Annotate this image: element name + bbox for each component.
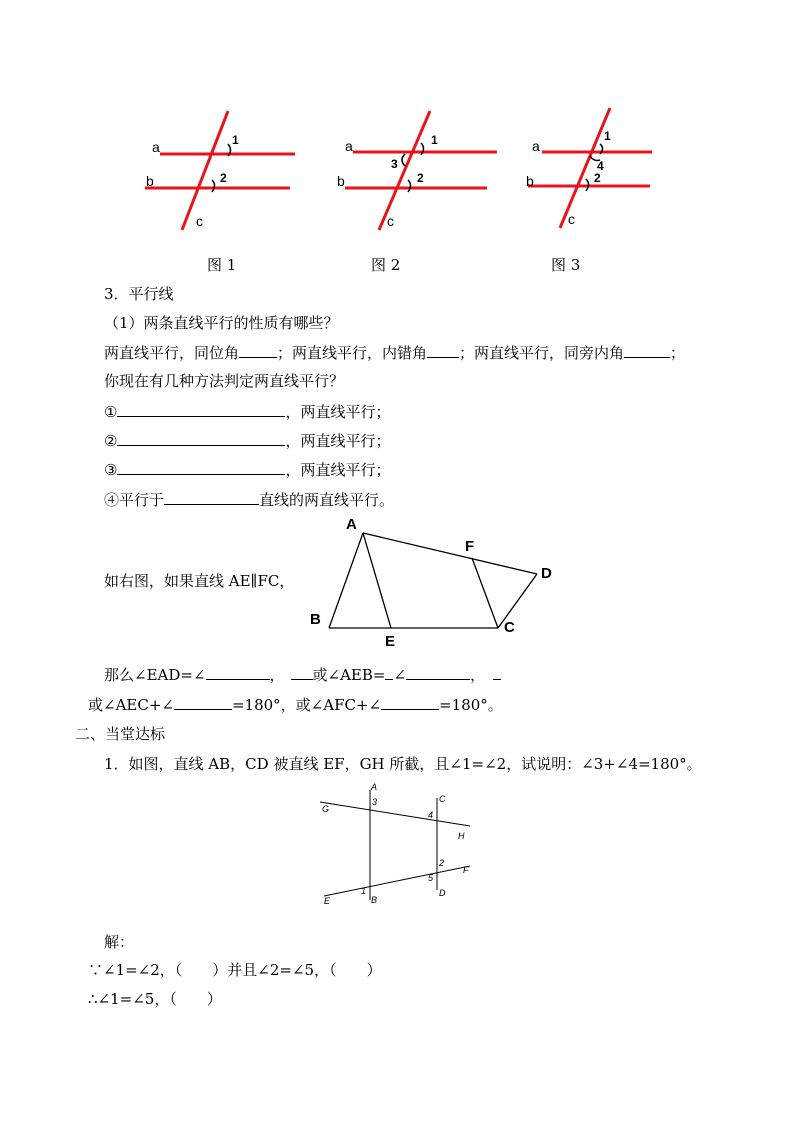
prop-end: ； <box>670 344 686 362</box>
prop-text-1: 两直线平行，同位角 <box>104 344 240 362</box>
blank-EAD[interactable] <box>206 664 270 680</box>
method-marker: ② <box>104 432 118 450</box>
method-4 <box>104 489 394 510</box>
label-B: B <box>371 895 378 905</box>
method-suffix: ，两直线平行； <box>285 403 391 421</box>
label-1: 1 <box>361 886 367 896</box>
properties-line <box>104 342 685 363</box>
label-F: F <box>465 538 475 555</box>
label-a: a <box>152 139 160 155</box>
caption-fig-2: 图 2 <box>371 256 401 274</box>
label-2: 2 <box>417 171 424 185</box>
label-3: 3 <box>372 797 378 807</box>
fill2-a: 或∠AEC+∠ <box>88 696 174 714</box>
label-c: c <box>196 213 203 229</box>
prop-text-3: ；两直线平行，同旁内角 <box>459 344 625 362</box>
blank-AEB[interactable] <box>406 664 470 680</box>
section-3-heading: 3．平行线 <box>104 285 174 303</box>
figure-2 <box>325 106 505 236</box>
label-D: D <box>541 565 552 582</box>
label-1: 1 <box>431 133 438 147</box>
label-1: 1 <box>232 133 239 147</box>
fill-line-2 <box>88 694 503 715</box>
angle-2-arc <box>212 180 215 192</box>
blank-AFC[interactable] <box>381 694 439 710</box>
label-2: 2 <box>220 171 227 185</box>
angle-3-arc <box>402 154 405 166</box>
method-suffix: ，两直线平行； <box>285 461 391 479</box>
fill2-c: =180°。 <box>439 696 503 714</box>
label-3: 3 <box>391 157 398 171</box>
label-b: b <box>526 173 534 189</box>
problem-1: 1．如图，直线 AB，CD 被直线 EF，GH 所截，且∠1=∠2，试说明：∠3+∠4=180°。 <box>104 755 702 773</box>
question-2: 你现在有几种方法判定两直线平行？ <box>104 372 345 390</box>
label-E: E <box>324 896 331 906</box>
label-1: 1 <box>604 129 611 143</box>
label-F: F <box>463 865 469 875</box>
label-4: 4 <box>597 159 604 173</box>
method-2 <box>104 430 390 451</box>
fill1-a: 那么∠EAD=∠ <box>104 666 206 684</box>
blank-co-interior[interactable] <box>624 342 670 358</box>
method-4-suffix: 直线的两直线平行。 <box>259 491 395 509</box>
fill1-c: 或∠AEB= <box>312 666 386 684</box>
method-marker: ③ <box>104 461 118 479</box>
label-B: B <box>310 611 321 628</box>
segment-AB <box>329 533 363 628</box>
blank-alternate[interactable] <box>427 342 459 358</box>
label-C: C <box>504 619 515 636</box>
method-1 <box>104 401 390 422</box>
solution-step-2: ∴∠1=∠5，（ ） <box>88 990 222 1008</box>
blank-method-3[interactable] <box>117 459 285 475</box>
blank-method-2[interactable] <box>117 430 285 446</box>
fill2-b: =180°，或∠AFC+∠ <box>231 696 382 714</box>
label-2: 2 <box>594 171 601 185</box>
label-c: c <box>387 213 394 229</box>
label-A: A <box>371 782 378 792</box>
figure-1 <box>140 106 305 236</box>
blank-method-4[interactable] <box>164 489 259 505</box>
label-4: 4 <box>428 810 434 820</box>
label-5: 5 <box>428 873 434 883</box>
line-EF <box>324 866 470 896</box>
segment-FC <box>472 558 498 628</box>
solution-label: 解： <box>104 933 135 951</box>
label-E: E <box>385 633 396 650</box>
fill1-d: ∠ <box>393 666 407 684</box>
method-3 <box>104 459 390 480</box>
blank-short-1[interactable] <box>291 664 313 680</box>
label-a: a <box>532 138 540 154</box>
label-c: c <box>568 211 575 227</box>
figure-intro-text: 如右图，如果直线 AE∥FC， <box>104 572 295 590</box>
label-b: b <box>146 173 154 189</box>
blank-corresponding[interactable] <box>239 342 277 358</box>
label-b: b <box>337 173 345 189</box>
blank-short-3[interactable] <box>493 664 501 680</box>
method-4-prefix: ④平行于 <box>104 491 165 509</box>
label-D: D <box>439 888 446 898</box>
label-H: H <box>458 831 465 841</box>
label-G: G <box>322 804 330 814</box>
method-suffix: ，两直线平行； <box>285 432 391 450</box>
line-GH <box>320 802 470 826</box>
caption-fig-3: 图 3 <box>551 256 581 274</box>
segment-AD <box>363 533 537 574</box>
prop-text-2: ；两直线平行，内错角 <box>277 344 428 362</box>
label-a: a <box>345 138 353 154</box>
quadrilateral-figure <box>305 512 565 652</box>
blank-method-1[interactable] <box>117 401 285 417</box>
fill-line-1 <box>104 664 501 685</box>
caption-fig-1: 图 1 <box>207 256 237 274</box>
question-1: （1）两条直线平行的性质有哪些？ <box>104 314 339 332</box>
blank-AEC[interactable] <box>174 694 232 710</box>
solution-step-1: ∵∠1=∠2，（ ）并且∠2=∠5，（ ） <box>88 961 382 979</box>
label-A: A <box>346 516 357 533</box>
segment-AE <box>363 533 391 628</box>
fill1-b: ， <box>269 666 285 684</box>
problem-1-figure <box>312 780 482 910</box>
figure-3 <box>520 104 665 234</box>
label-C: C <box>439 794 446 804</box>
label-2: 2 <box>439 858 445 868</box>
section-2-heading: 二、当堂达标 <box>75 725 166 743</box>
method-marker: ① <box>104 403 118 421</box>
angle-2-arc <box>408 180 411 192</box>
fill1-e: ， <box>470 666 486 684</box>
